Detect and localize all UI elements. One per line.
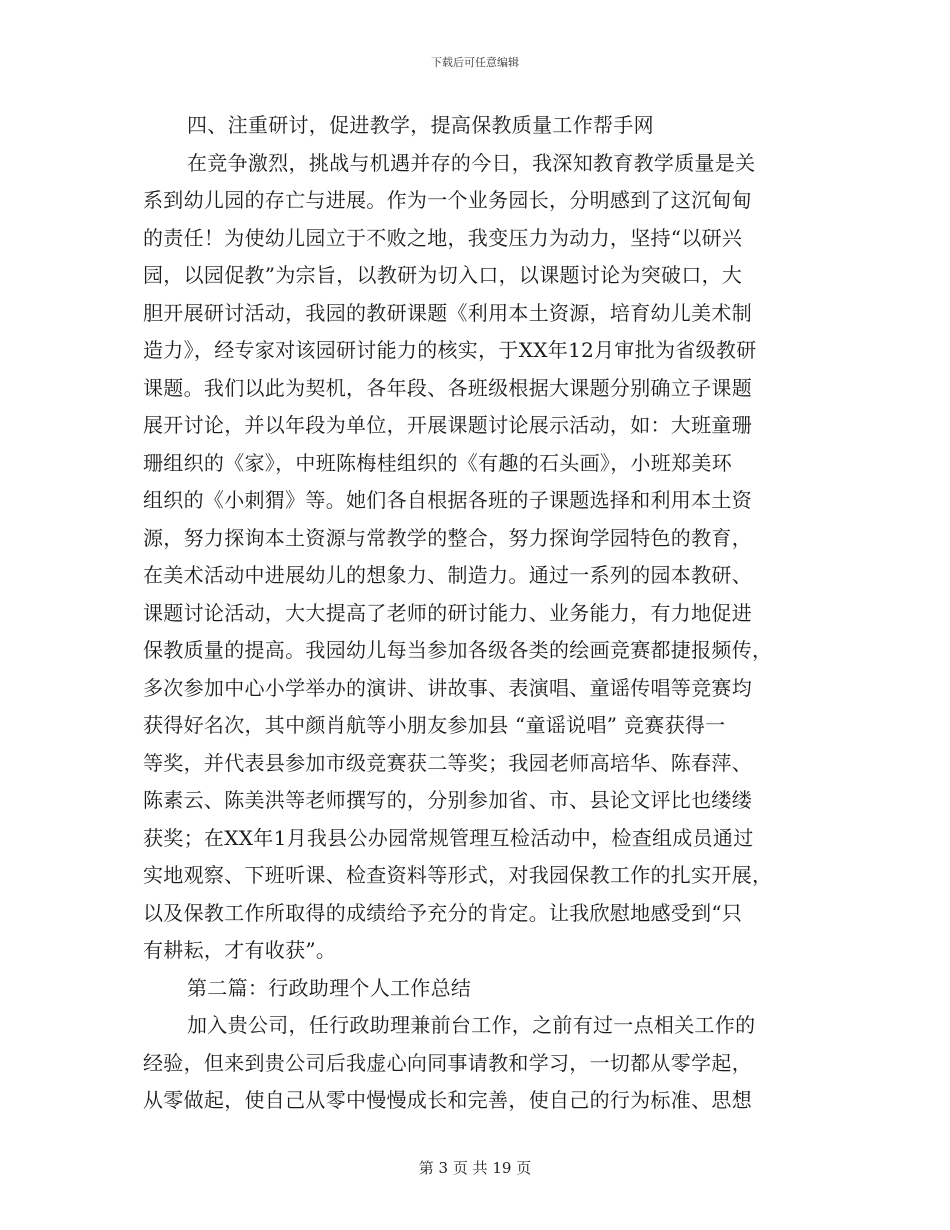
section-heading: 四、注重研讨，促进教学，提高保教质量工作帮手网 xyxy=(187,113,654,137)
paragraph-line: 从零做起，使自己从零中慢慢成长和完善，使自己的行为标准、思想 xyxy=(143,1088,752,1112)
paragraph-line: 展开讨论，并以年段为单位，开展课题讨论展示活动，如：大班童珊 xyxy=(143,413,752,437)
paragraph-line: 保教质量的提高。我园幼儿每当参加各级各类的绘画竞赛都捷报频传， xyxy=(143,638,773,662)
paragraph-line: 课题。我们以此为契机，各年段、各班级根据大课题分别确立子课题 xyxy=(143,375,752,400)
paragraph-line: 多次参加中心小学举办的演讲、讲故事、表演唱、童谣传唱等竞赛均 xyxy=(143,675,752,700)
document-body xyxy=(143,107,811,1120)
paragraph-line: 实地观察、下班听课、检查资料等形式，对我园保教工作的扎实开展， xyxy=(143,863,773,887)
paragraph-line: 有耕耘，才有收获”。 xyxy=(143,938,337,962)
paragraph-line: 系到幼儿园的存亡与进展。作为一个业务园长，分明感到了这沉甸甸 xyxy=(143,188,752,212)
paragraph-line: 在美术活动中进展幼儿的想象力、制造力。通过一系列的园本教研、 xyxy=(143,563,752,587)
page-header-note: 下载后可任意编辑 xyxy=(431,56,519,69)
section-heading: 第二篇：行政助理个人工作总结 xyxy=(187,975,472,1000)
paragraph-line: 在竞争激烈，挑战与机遇并存的今日，我深知教育教学质量是关 xyxy=(187,150,756,175)
paragraph-line: 源，努力探询本土资源与常教学的整合，努力探询学园特色的教育， xyxy=(143,525,752,550)
paragraph-line: 课题讨论活动，大大提高了老师的研讨能力、业务能力，有力地促进 xyxy=(143,600,752,625)
paragraph-line: 获得好名次，其中颜肖航等小朋友参加县 “童谣说唱” 竞赛获得一 xyxy=(143,713,726,737)
paragraph-line: 组织的《小刺猬》等。她们各自根据各班的子课题选择和利用本土资 xyxy=(143,488,752,512)
paragraph-line: 陈素云、陈美洪等老师撰写的，分别参加省、市、县论文评比也缕缕 xyxy=(143,788,752,812)
paragraph-line: 加入贵公司，任行政助理兼前台工作，之前有过一点相关工作的 xyxy=(187,1013,756,1037)
paragraph-line: 园，以园促教”为宗旨，以教研为切入口，以课题讨论为突破口，大 xyxy=(143,263,743,287)
paragraph-line: 经验，但来到贵公司后我虚心向同事请教和学习，一切都从零学起， xyxy=(143,1050,752,1075)
paragraph-line: 以及保教工作所取得的成绩给予充分的肯定。让我欣慰地感受到“只 xyxy=(143,900,743,925)
paragraph-line: 造力》，经专家对该园研讨能力的核实，于XX年12月审批为省级教研 xyxy=(143,338,757,362)
paragraph-line: 珊组织的《家》，中班陈梅桂组织的《有趣的石头画》，小班郑美环 xyxy=(143,450,732,475)
paragraph-line: 获奖；在XX年1月我县公办园常规管理互检活动中，检查组成员通过 xyxy=(143,825,754,850)
page-number: 第 3 页 共 19 页 xyxy=(418,1159,532,1177)
paragraph-line: 的责任！为使幼儿园立于不败之地，我变压力为动力，坚持“以研兴 xyxy=(143,225,743,250)
paragraph-line: 胆开展研讨活动，我园的教研课题《利用本土资源，培育幼儿美术制 xyxy=(143,300,752,325)
paragraph-line: 等奖，并代表县参加市级竞赛获二等奖；我园老师高培华、陈春萍、 xyxy=(143,750,752,775)
